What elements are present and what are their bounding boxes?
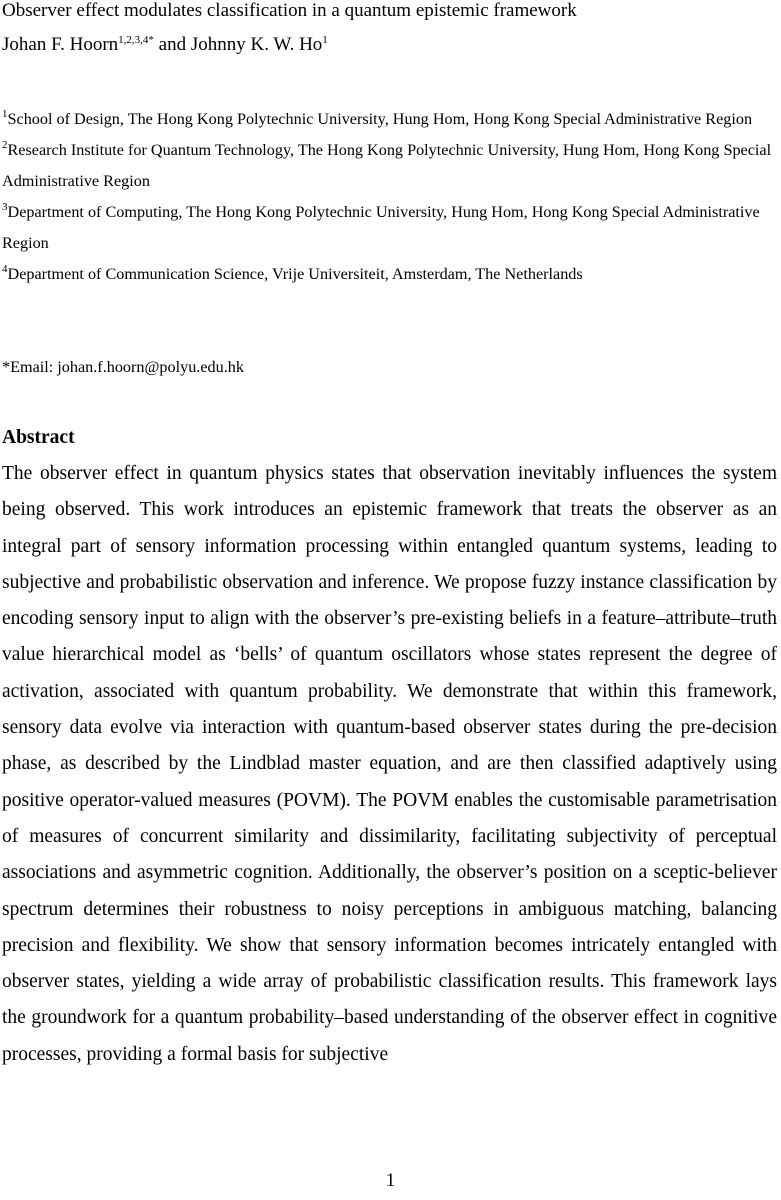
author-name: Johan F. Hoorn	[2, 34, 119, 55]
affiliations-list	[2, 104, 777, 290]
affiliation-text: Research Institute for Quantum Technology, The Hong Kong Polytechnic University, Hung Hom, Hong Kong Special Administrative Region	[2, 141, 772, 190]
paper-title: Observer effect modulates classification in a quantum epistemic framework	[2, 0, 577, 21]
affiliation	[2, 104, 777, 135]
affiliation	[2, 259, 777, 290]
affiliation-number: 3	[2, 201, 8, 213]
email-label: *Email:	[2, 358, 54, 376]
affiliation	[2, 135, 777, 197]
email-address[interactable]: johan.f.hoorn@polyu.edu.hk	[57, 358, 244, 376]
abstract-heading: Abstract	[2, 427, 75, 448]
author-line	[2, 34, 328, 56]
affiliation-number: 1	[2, 108, 8, 120]
author-name: Johnny K. W. Ho	[190, 34, 323, 55]
affiliation-text: Department of Communication Science, Vrije Universiteit, Amsterdam, The Netherlands	[7, 265, 583, 283]
author-affiliation-marks: 1	[322, 34, 328, 46]
author-connector: and	[153, 34, 191, 55]
affiliation-number: 4	[2, 263, 8, 275]
page-number: 1	[385, 1170, 396, 1191]
affiliation	[2, 197, 777, 259]
affiliation-text: Department of Computing, The Hong Kong Polytechnic University, Hung Hom, Hong Kong Special Administrative Region	[2, 203, 760, 252]
affiliation-text: School of Design, The Hong Kong Polytechnic University, Hung Hom, Hong Kong Special Administrative Region	[7, 110, 753, 128]
corresponding-email	[2, 352, 244, 383]
author-affiliation-marks: 1,2,3,4*	[118, 34, 154, 46]
affiliation-number: 2	[2, 139, 8, 151]
abstract-text: The observer effect in quantum physics states that observation inevitably influences the system being observed. This work introduces an epistemic framework that treats the observer as an integral part of sensory information processing within entangled quantum systems, leading to subjective and probabilistic observation and inference. We propose fuzzy instance classification by encoding sensory input to align with the observer’s pre-existing beliefs in a feature–attribute–truth value hierarchical model as ‘bells’ of quantum oscillators whose states represent the degree of activation, associated with quantum probability. We demonstrate that within this framework, sensory data evolve via interaction with quantum-based observer states during the pre-decision phase, as described by the Lindblad master equation, and are then classified adaptively using positive operator-valued measures (POVM). The POVM enables the customisable parametrisation of measures of concurrent similarity and dissimilarity, facilitating subjectivity of perceptual associations and asymmetric cognition. Additionally, the observer’s position on a sceptic-believer spectrum determines their robustness to noisy perceptions in ambiguous matching, balancing precision and flexibility. We show that sensory information becomes intricately entangled with observer states, yielding a wide array of probabilistic classification results. This framework lays the groundwork for a quantum probability–based understanding of the observer effect in cognitive processes, providing a formal basis for subjective	[2, 463, 777, 1065]
